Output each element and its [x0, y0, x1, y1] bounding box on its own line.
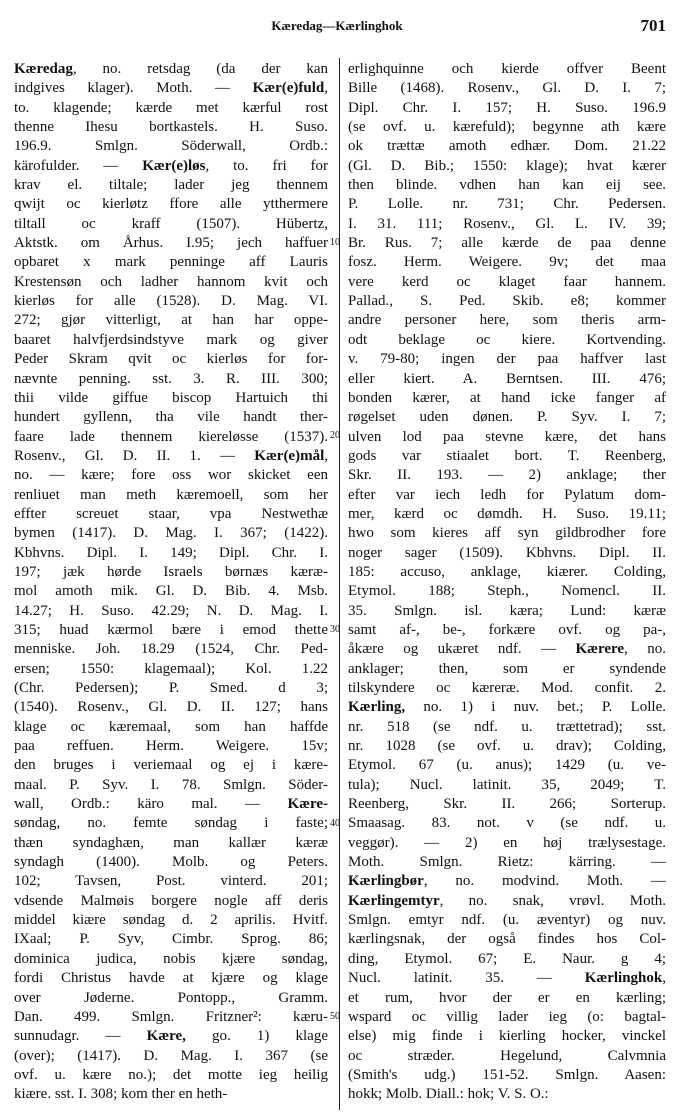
text-line: Dan. 499. Smlgn. Fritzner²: kæru-: [14, 1008, 328, 1025]
text-line: hwo som kieres aff syn gildbrodher fore: [348, 525, 666, 542]
text-line: 196.9. Smlgn. Söderwall, Ordb.:: [14, 138, 328, 155]
text-line: sunnudagr. — Kære, go. 1) klage: [14, 1028, 328, 1045]
text-line: menniske. Joh. 18.29 (1524, Chr. Ped-: [14, 641, 328, 658]
text-line: samt af-, be-, forkære ovf. og pa-,: [348, 621, 666, 638]
text-line: krav el. tiltale; lader jeg thennem: [14, 177, 328, 194]
text-line: bymen (1417). D. Mag. I. 367; (1422).: [14, 525, 328, 542]
running-head: Kæredag—Kærlinghok: [271, 18, 403, 33]
text-line: v. 79-80; ingen der paa haffver last: [348, 351, 666, 368]
text-line: den bruges i veriemaal og ej i kære-: [14, 757, 328, 774]
text-line: anklager; then, som er syndende: [348, 660, 666, 677]
text-line: thii vilde giffue biscop Hartuich thi: [14, 389, 328, 406]
text-line: maal. P. Syv. I. 78. Smlgn. Söder-: [14, 776, 328, 793]
text-line: 102; Tavsen, Post. vinterd. 201;: [14, 873, 328, 890]
text-line: erlighquinne och kierde offver Beent: [348, 61, 666, 77]
text-line: thenne Ihesu bortkastels. H. Suso.: [14, 119, 328, 136]
text-line: ding, Etymol. 67; E. Naur. g 4;: [348, 950, 666, 967]
text-line: else) mig finde i kierling hocker, vinckel: [348, 1028, 666, 1045]
text-line: 272; gjør vitterligt, at han har oppe-: [14, 312, 328, 329]
text-line: veggør). — 2) en høj trælysestage.: [348, 834, 666, 851]
text-line: Bille (1468). Rosenv., Gl. D. I. 7;: [348, 80, 666, 97]
line-number: 20: [330, 430, 340, 441]
text-line: Skr. II. 193. — 2) anklage; ther: [348, 467, 666, 484]
text-line: I. 31. 111; Rosenv., Gl. L. IV. 39;: [348, 215, 666, 232]
text-line: 35. Smlgn. isl. kæra; Lund: kæræ: [348, 602, 666, 619]
text-line: kärofulder. — Kær(e)løs, to. fri for: [14, 157, 328, 174]
text-line: mol amoth mik. Gl. D. Bib. 4. Msb.: [14, 583, 328, 600]
text-line: Pallad., S. Ped. Skib. e8; kommer: [348, 293, 666, 310]
text-line: hokk; Molb. Diall.: hok; V. S. O.:: [348, 1086, 549, 1103]
text-line: (se ovf. u. kærefuld); begynne ath kære: [348, 119, 666, 136]
left-column: [14, 60, 328, 1105]
right-column: [348, 60, 666, 1105]
text-line: baaret halvfjerdsindstyve mark og giver: [14, 331, 328, 348]
text-line: røgelset uden dønen. P. Syv. I. 7;: [348, 409, 666, 426]
page-header: [0, 10, 674, 40]
text-line: tiltall oc kraff (1507). Hübertz,: [14, 215, 328, 232]
text-line: bonden kærer, at hand icke fanger af: [348, 389, 666, 406]
text-line: efter var iech ledh for Pylatum dom-: [348, 486, 666, 503]
column-divider: [339, 58, 340, 1110]
text-line: wall, Ordb.: käro mal. — Kære-: [14, 796, 328, 813]
text-line: qwijt oc kierløtz ffore alle ytthermere: [14, 196, 328, 213]
text-line: odt beklage oc kiere. Kortvending.: [348, 331, 666, 348]
text-line: renliuet man meth kæremoell, som her: [14, 486, 328, 503]
text-line: Reenberg, Skr. II. 266; Sorterup.: [348, 796, 666, 813]
text-line: (Gl. D. Bib.; 1550: klage); hvat kærer: [348, 157, 666, 174]
text-line: tula); Nucl. latinit. 35, 2049; T.: [348, 776, 666, 793]
text-line: fosz. Herm. Weigere. 9v; det maa: [348, 254, 666, 271]
text-line: ulven lod paa stevne kære, det hans: [348, 428, 666, 445]
line-number: 10: [330, 237, 340, 248]
text-line: 197; jæk hørde Israels børnæs kæræ-: [14, 563, 328, 580]
line-number: 30: [330, 624, 340, 635]
text-line: ovf. u. kære no.); det motte ieg heilig: [14, 1066, 328, 1083]
text-line: (1540). Rosenv., Gl. D. II. 127; hans: [14, 699, 328, 716]
text-line: Rosenv., Gl. D. II. 1. — Kær(e)mål,: [14, 447, 328, 464]
text-line: Etymol. 67 (u. anus); 1429 (u. ve-: [348, 757, 666, 774]
text-line: andre personer here, som theris arm-: [348, 312, 666, 329]
text-line: over Jøderne. Pontopp., Gramm.: [14, 989, 328, 1006]
text-line: ok trættæ amoth edhær. Dom. 21.22: [348, 138, 666, 155]
text-line: Smaasag. 83. not. v (se ndf. u.: [348, 815, 666, 832]
text-line: 14.27; H. Suso. 42.29; N. D. Mag. I.: [14, 602, 328, 619]
text-line: (Smith's udg.) 151-52. Smlgn. Aasen:: [348, 1066, 666, 1083]
text-line: kærlingsnak, der også findes hos Col-: [348, 931, 666, 948]
text-line: mer, kærd oc dømdh. H. Suso. 19.11;: [348, 505, 666, 522]
text-line: tilskyndere oc kæreræ. Mod. confit. 2.: [348, 680, 666, 696]
text-line: Krestensøn och ladher hannom kvit och: [14, 273, 328, 290]
text-line: nævnte penning. sst. 3. R. III. 300;: [14, 370, 328, 387]
text-line: fordi Christus havde at kjære og klage: [14, 970, 328, 987]
text-line: 185: accuso, anklage, kiærer. Colding,: [348, 563, 666, 580]
text-line: vere kerd oc klaget faar hannem.: [348, 273, 666, 290]
text-line: middel kiære søndag d. 2 aprilis. Hvitf.: [14, 912, 328, 929]
text-line: faare lade thennem kiereløsse (1537).: [14, 428, 328, 445]
text-line: then blinde. vdhen han kan eij see.: [348, 177, 666, 194]
text-line: kierløs for alle (1528). D. Mag. VI.: [14, 293, 328, 310]
text-line: effter screuet staar, vpa Nestwethæ: [14, 505, 328, 522]
text-line: 315; huad kærmol bære i emod thette: [14, 621, 328, 638]
text-line: Dipl. Chr. I. 157; H. Suso. 196.9: [348, 99, 666, 116]
text-line: Kbhvns. Dipl. I. 149; Dipl. Chr. I.: [14, 544, 328, 561]
text-line: P. Lolle. nr. 731; Chr. Pedersen.: [348, 196, 666, 213]
text-line: Moth. Smlgn. Rietz: kärring. —: [348, 854, 666, 871]
text-line: eller kiert. A. Berntsen. III. 476;: [348, 370, 666, 387]
text-line: kiære. sst. I. 308; kom ther en heth-: [14, 1086, 228, 1103]
text-line: (Chr. Pedersen); P. Smed. d 3;: [14, 680, 328, 696]
text-line: Br. Rus. 7; alle kærde de paa denne: [348, 235, 666, 252]
text-line: vdsende Malmøis borgere nogle aff deris: [14, 892, 328, 909]
text-line: åkære og ukæret ndf. — Kærere, no.: [348, 641, 666, 658]
text-line: Aktstk. om Århus. I.95; jech haffuer: [14, 235, 328, 252]
text-line: gods var stiaalet bort. T. Reenberg,: [348, 447, 666, 464]
text-line: søndag, no. femte søndag i faste;: [14, 815, 328, 832]
text-line: dominica judica, nobis kjære søndag,: [14, 950, 328, 967]
text-line: ersen; 1550: klagemaal); Kol. 1.22: [14, 660, 328, 677]
text-line: Nucl. latinit. 35. — Kærlinghok,: [348, 970, 666, 987]
text-line: Kærling, no. 1) i nuv. bet.; P. Lolle.: [348, 699, 666, 716]
text-line: Kærlingbør, no. modvind. Moth. —: [348, 873, 666, 890]
line-number: 40: [330, 818, 340, 829]
text-line: syndagh (1400). Molb. og Peters.: [14, 854, 328, 871]
text-line: Kæredag, no. retsdag (da der kan: [14, 61, 328, 77]
text-line: IXaal; P. Syv, Cimbr. Sprog. 86;: [14, 931, 328, 948]
text-line: Peder Skram qvit oc kierløs for for-: [14, 351, 328, 368]
text-line: nr. 518 (se ndf. u. trættetrad); sst.: [348, 718, 666, 735]
text-line: (over); (1417). D. Mag. I. 367 (se: [14, 1047, 328, 1064]
text-line: Kærlingemtyr, no. snak, vrøvl. Moth.: [348, 892, 666, 909]
text-line: Etymol. 188; Steph., Nomencl. II.: [348, 583, 666, 600]
text-line: et rum, hvor der er en kærling;: [348, 989, 666, 1006]
line-number: 50: [330, 1011, 340, 1022]
text-line: to. klagende; kærde met kærful rost: [14, 99, 328, 116]
text-line: no. — kære; fore oss wor skicket een: [14, 467, 328, 484]
text-line: opbaret x mark penninge aff Lauris: [14, 254, 328, 271]
text-line: klage oc kæremaal, som han haffde: [14, 718, 328, 735]
text-line: noger sager (1509). Kbhvns. Dipl. II.: [348, 544, 666, 561]
page-number: 701: [640, 16, 666, 35]
text-line: oc stræder. Hegelund, Calvmnia: [348, 1047, 666, 1064]
text-line: indgives klager). Moth. — Kær(e)fuld,: [14, 80, 328, 97]
text-line: thæn syndaghæn, man kallær kæræ: [14, 834, 328, 851]
text-line: paa reffuen. Herm. Weigere. 15v;: [14, 738, 328, 755]
text-line: hundert gyllenn, tha vile handt ther-: [14, 409, 328, 426]
text-line: nr. 1028 (se ovf. u. drav); Colding,: [348, 738, 666, 755]
text-line: Smlgn. emtyr ndf. (u. æventyr) og nuv.: [348, 912, 666, 929]
text-line: wspard oc villig lader ieg (o: bagtal-: [348, 1008, 666, 1025]
